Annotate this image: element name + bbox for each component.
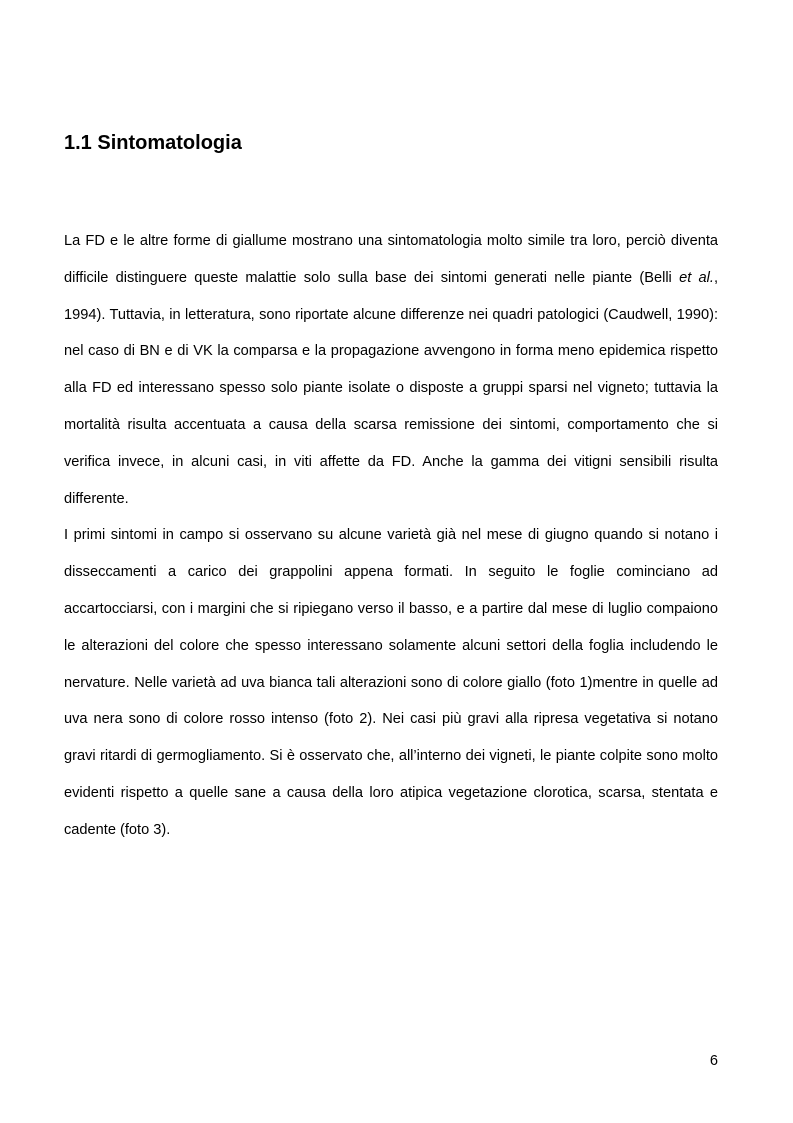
citation-et-al: et al.	[679, 269, 714, 286]
paragraph-field-symptoms: I primi sintomi in campo si osservano su alcune varietà già nel mese di giugno quando si notano i disseccamenti a carico dei grappolini appena formati. In seguito le foglie cominciano ad accartocciarsi, con i margini che si ripiegano verso il basso, e a partire dal mese di luglio compaiono le alterazioni del colore che spesso interessano solamente alcuni settori della foglia includendo le nervature. Nelle varietà ad uva bianca tali alterazioni sono di colore giallo (foto 1)mentre in quelle ad uva nera sono di colore rosso intenso (foto 2). Nei casi più gravi alla ripresa vegetativa si notano gravi ritardi di germogliamento. Si è osservato che, all’interno dei vigneti, le piante colpite sono molto evidenti rispetto a quelle sane a causa della loro atipica vegetazione clorotica, scarsa, stentata e cadente (foto 3).	[64, 527, 718, 838]
page-number: 6	[709, 1053, 718, 1069]
paragraph-symptom-comparison	[64, 223, 718, 517]
section-number: 1.1	[64, 132, 92, 154]
body-text	[64, 223, 718, 849]
section-heading	[64, 129, 242, 157]
paragraph-1-text-end: , 1994). Tuttavia, in letteratura, sono riportate alcune differenze nei quadri patologici (Caudwell, 1990): nel caso di BN e di VK la comparsa e la propagazione avvengono in forma meno epidemica rispetto alla FD ed interessano spesso solo piante isolate o disposte a gruppi sparsi nel vigneto; tuttavia la mortalità risulta accentuata a causa della scarsa remissione dei sintomi, comportamento che si verifica invece, in alcuni casi, in viti affette da FD. Anche la gamma dei vitigni sensibili risulta differente.	[64, 269, 718, 507]
section-title: Sintomatologia	[97, 132, 242, 154]
paragraph-1-text-start: La FD e le altre forme di giallume mostrano una sintomatologia molto simile tra loro, perciò diventa difficile distinguere queste malattie solo sulla base dei sintomi generati nelle piante (Belli	[64, 233, 718, 286]
